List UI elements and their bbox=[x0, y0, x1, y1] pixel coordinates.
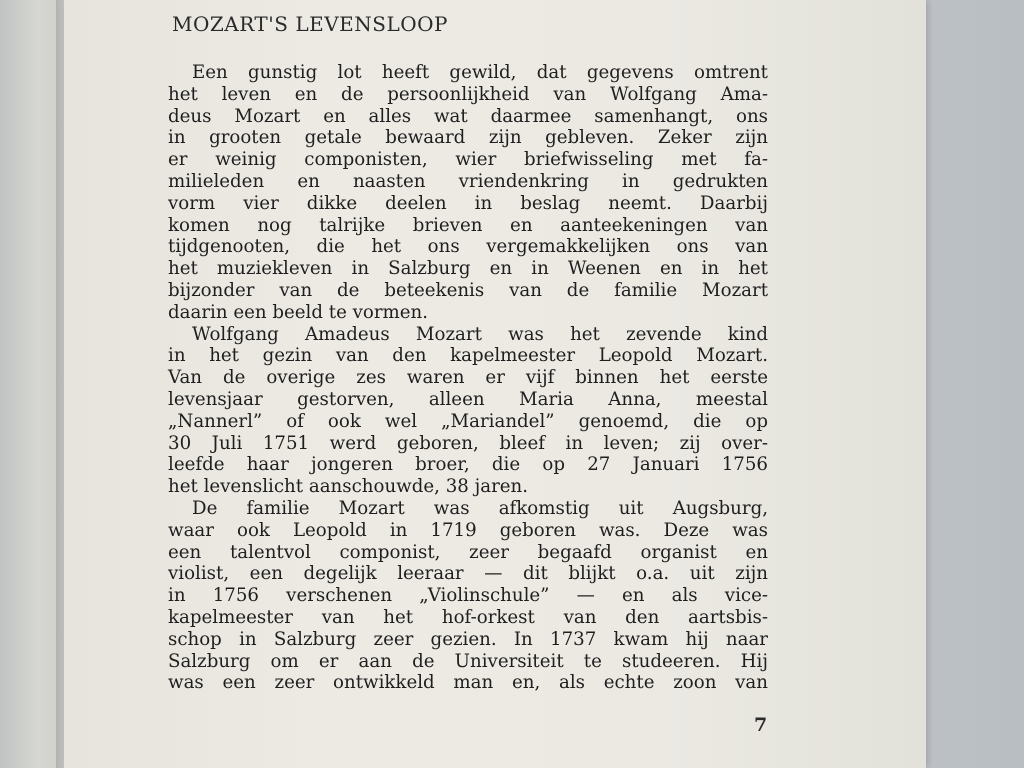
text-line: milieleden en naasten vriendenkring in gedrukten bbox=[168, 170, 768, 192]
text-line: Salzburg om er aan de Universiteit te studeeren. Hij bbox=[168, 650, 768, 672]
text-line: De familie Mozart was afkomstig uit Augsburg, bbox=[192, 497, 768, 519]
left-page-edge bbox=[0, 0, 62, 768]
text-line: er weinig componisten, wier briefwisseling met fa- bbox=[168, 149, 768, 171]
text-line: deus Mozart en alles wat daarmee samenhangt, ons bbox=[168, 105, 768, 127]
text-line: leefde haar jongeren broer, die op 27 Januari 1756 bbox=[168, 454, 768, 476]
text-line: tijdgenooten, die het ons vergemakkelijken ons van bbox=[168, 236, 768, 258]
text-line: was een zeer ontwikkeld man en, als echte zoon van bbox=[168, 672, 768, 694]
text-line: Van de overige zes waren er vijf binnen het eerste bbox=[168, 367, 768, 389]
text-line: „Nannerl” of ook wel „Mariandel” genoemd, die op bbox=[168, 410, 768, 432]
text-line: Wolfgang Amadeus Mozart was het zevende kind bbox=[192, 323, 768, 345]
body-text bbox=[168, 62, 768, 694]
text-line: daarin een beeld te vormen. bbox=[168, 301, 429, 323]
text-line: het levenslicht aanschouwde, 38 jaren. bbox=[168, 476, 529, 498]
text-line: in het gezin van den kapelmeester Leopold Mozart. bbox=[168, 345, 768, 367]
text-line: levensjaar gestorven, alleen Maria Anna, meestal bbox=[168, 388, 768, 410]
text-line: in grooten getale bewaard zijn gebleven. Zeker zijn bbox=[168, 127, 768, 149]
text-line: kapelmeester van het hof-orkest van den aartsbis- bbox=[168, 606, 768, 628]
text-line: het leven en de persoonlijkheid van Wolfgang Ama- bbox=[168, 83, 768, 105]
text-line: komen nog talrijke brieven en aanteekeningen van bbox=[168, 214, 768, 236]
text-line: een talentvol componist, zeer begaafd organist en bbox=[168, 541, 768, 563]
text-line: het muziekleven in Salzburg en in Weenen en in het bbox=[168, 258, 768, 280]
book-page bbox=[64, 0, 926, 768]
text-line: 30 Juli 1751 werd geboren, bleef in leven; zij over- bbox=[168, 432, 768, 454]
text-line: waar ook Leopold in 1719 geboren was. Deze was bbox=[168, 519, 768, 541]
text-line: Een gunstig lot heeft gewild, dat gegevens omtrent bbox=[192, 62, 768, 83]
page-number: 7 bbox=[754, 714, 768, 736]
text-line: vorm vier dikke deelen in beslag neemt. Daarbij bbox=[168, 192, 768, 214]
text-line: schop in Salzburg zeer gezien. In 1737 kwam hij naar bbox=[168, 628, 768, 650]
text-line: violist, een degelijk leeraar — dit blijkt o.a. uit zijn bbox=[168, 563, 768, 585]
chapter-heading: MOZART'S LEVENSLOOP bbox=[172, 12, 448, 36]
text-line: bijzonder van de beteekenis van de familie Mozart bbox=[168, 279, 768, 301]
text-line: in 1756 verschenen „Violinschule” — en als vice- bbox=[168, 585, 768, 607]
